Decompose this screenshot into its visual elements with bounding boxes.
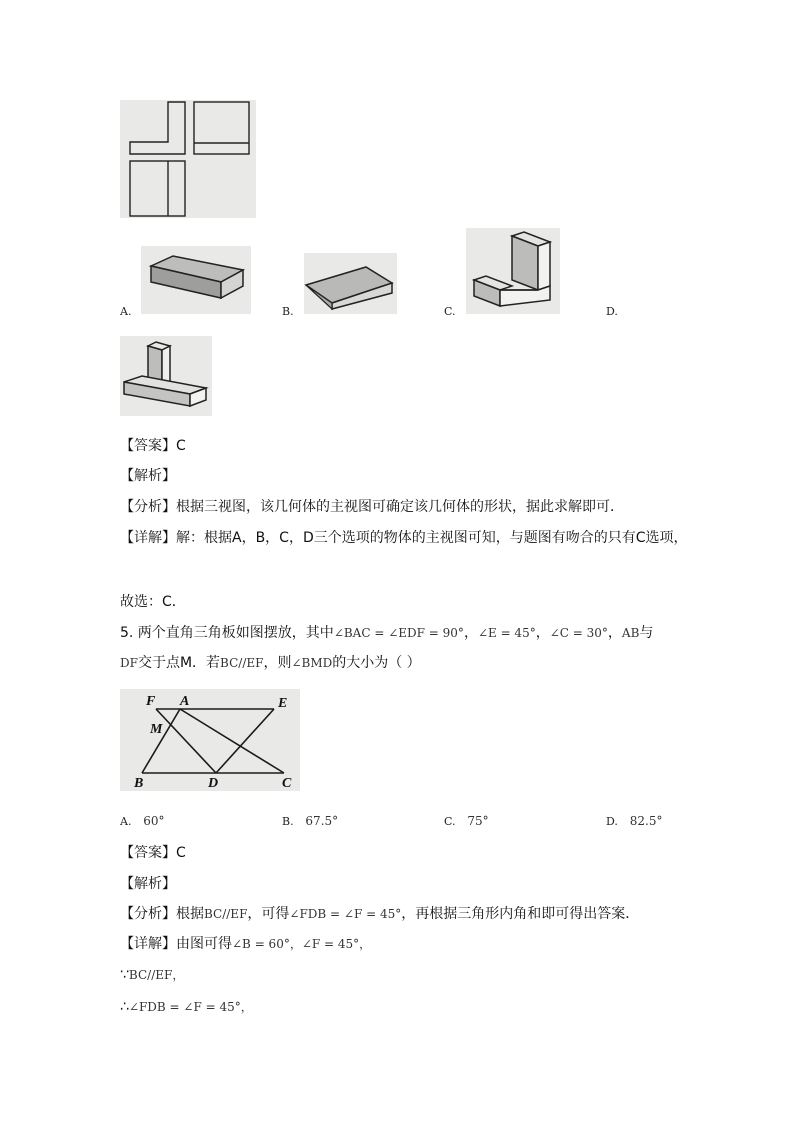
q5-math-parallel: BC//EF [220,656,264,670]
q5-detail [120,934,371,954]
q5-math-df: DF [120,656,138,670]
q5-stem-text: ，则 [263,655,292,671]
q5-option-letter: D. [606,815,618,828]
q5-because-math: BC//EF， [128,968,185,982]
q4-answer: 【答案】C [120,438,186,454]
q5-stem-line1 [120,623,653,643]
q5-analysis [120,904,639,924]
option-c-image [466,228,560,314]
q4-option-c-label[interactable]: C. [444,305,456,318]
q4-option-a-label[interactable]: A. [120,305,132,318]
therefore-symbol: ∴ [120,999,129,1015]
q5-triangle-figure [120,689,300,791]
q5-analysis-math: BC//EF [204,907,248,921]
q5-option-value: 67.5° [305,814,339,828]
q5-analysis-text: ，再根据三角形内角和即可得出答案． [401,906,640,922]
option-d-image [120,336,212,416]
q5-math-bmd: ∠BMD [291,656,333,670]
q5-math-ab: AB [621,626,640,640]
label-d: D [208,776,219,791]
q5-option-value: 75° [467,814,489,828]
q4-analysis-heading: 【解析】 [120,468,176,484]
q5-option-a[interactable] [120,814,165,828]
q5-analysis-text: ，可得 [247,906,290,922]
q5-stem-text: 交于点M．若 [137,655,221,671]
q5-option-value: 82.5° [629,814,663,828]
label-e: E [278,696,288,711]
label-b: B [134,776,144,791]
q5-math-angles: ∠BAC = ∠EDF = 90° [333,626,464,640]
q5-therefore-math: ∠FDB = ∠F = 45°， [128,1000,253,1014]
label-f: F [146,694,156,709]
q5-stem-line2 [120,653,421,673]
label-a: A [180,694,190,709]
q4-conclusion: 故选：C． [120,594,186,610]
q5-detail-text: 【详解】由图可得 [120,936,232,952]
three-view-figure [120,100,256,218]
q4-analysis: 【分析】根据三视图，该几何体的主视图可确定该几何体的形状，据此求解即可． [120,499,624,515]
q5-option-c[interactable] [444,814,489,828]
q5-stem-text: 5. 两个直角三角板如图摆放，其中 [120,625,334,641]
q5-because [120,965,184,985]
q5-option-b[interactable] [282,814,338,828]
q5-math-e: ∠E = 45° [477,626,536,640]
q5-therefore [120,997,253,1017]
q5-analysis-text: 【分析】根据 [120,906,204,922]
q5-math-c: ∠C = 30° [549,626,608,640]
q5-option-d[interactable] [606,814,662,828]
q5-option-letter: A. [120,815,132,828]
q4-option-b-label[interactable]: B. [282,305,294,318]
q4-detail: 【详解】解：根据A，B，C，D三个选项的物体的主视图可知，与题图有吻合的只有C选项， [120,530,688,546]
because-symbol: ∵ [120,967,129,983]
q5-stem-text: 与 [639,625,654,641]
q5-answer: 【答案】C [120,845,186,861]
q5-analysis-heading: 【解析】 [120,876,176,892]
label-c: C [282,776,292,791]
q4-option-d-label[interactable]: D. [606,305,618,318]
q5-sep: ， [463,625,478,641]
q5-option-letter: C. [444,815,456,828]
q5-option-letter: B. [282,815,294,828]
q5-option-value: 60° [143,814,165,828]
q5-detail-math: ∠B = 60°，∠F = 45°， [232,937,372,951]
q5-analysis-math: ∠FDB = ∠F = 45° [289,907,402,921]
q5-sep: ， [607,625,622,641]
label-m: M [150,722,163,737]
option-a-image [141,246,251,314]
q5-sep: ， [535,625,550,641]
option-b-image [304,253,397,314]
q5-stem-text: 的大小为（ ） [332,655,421,671]
